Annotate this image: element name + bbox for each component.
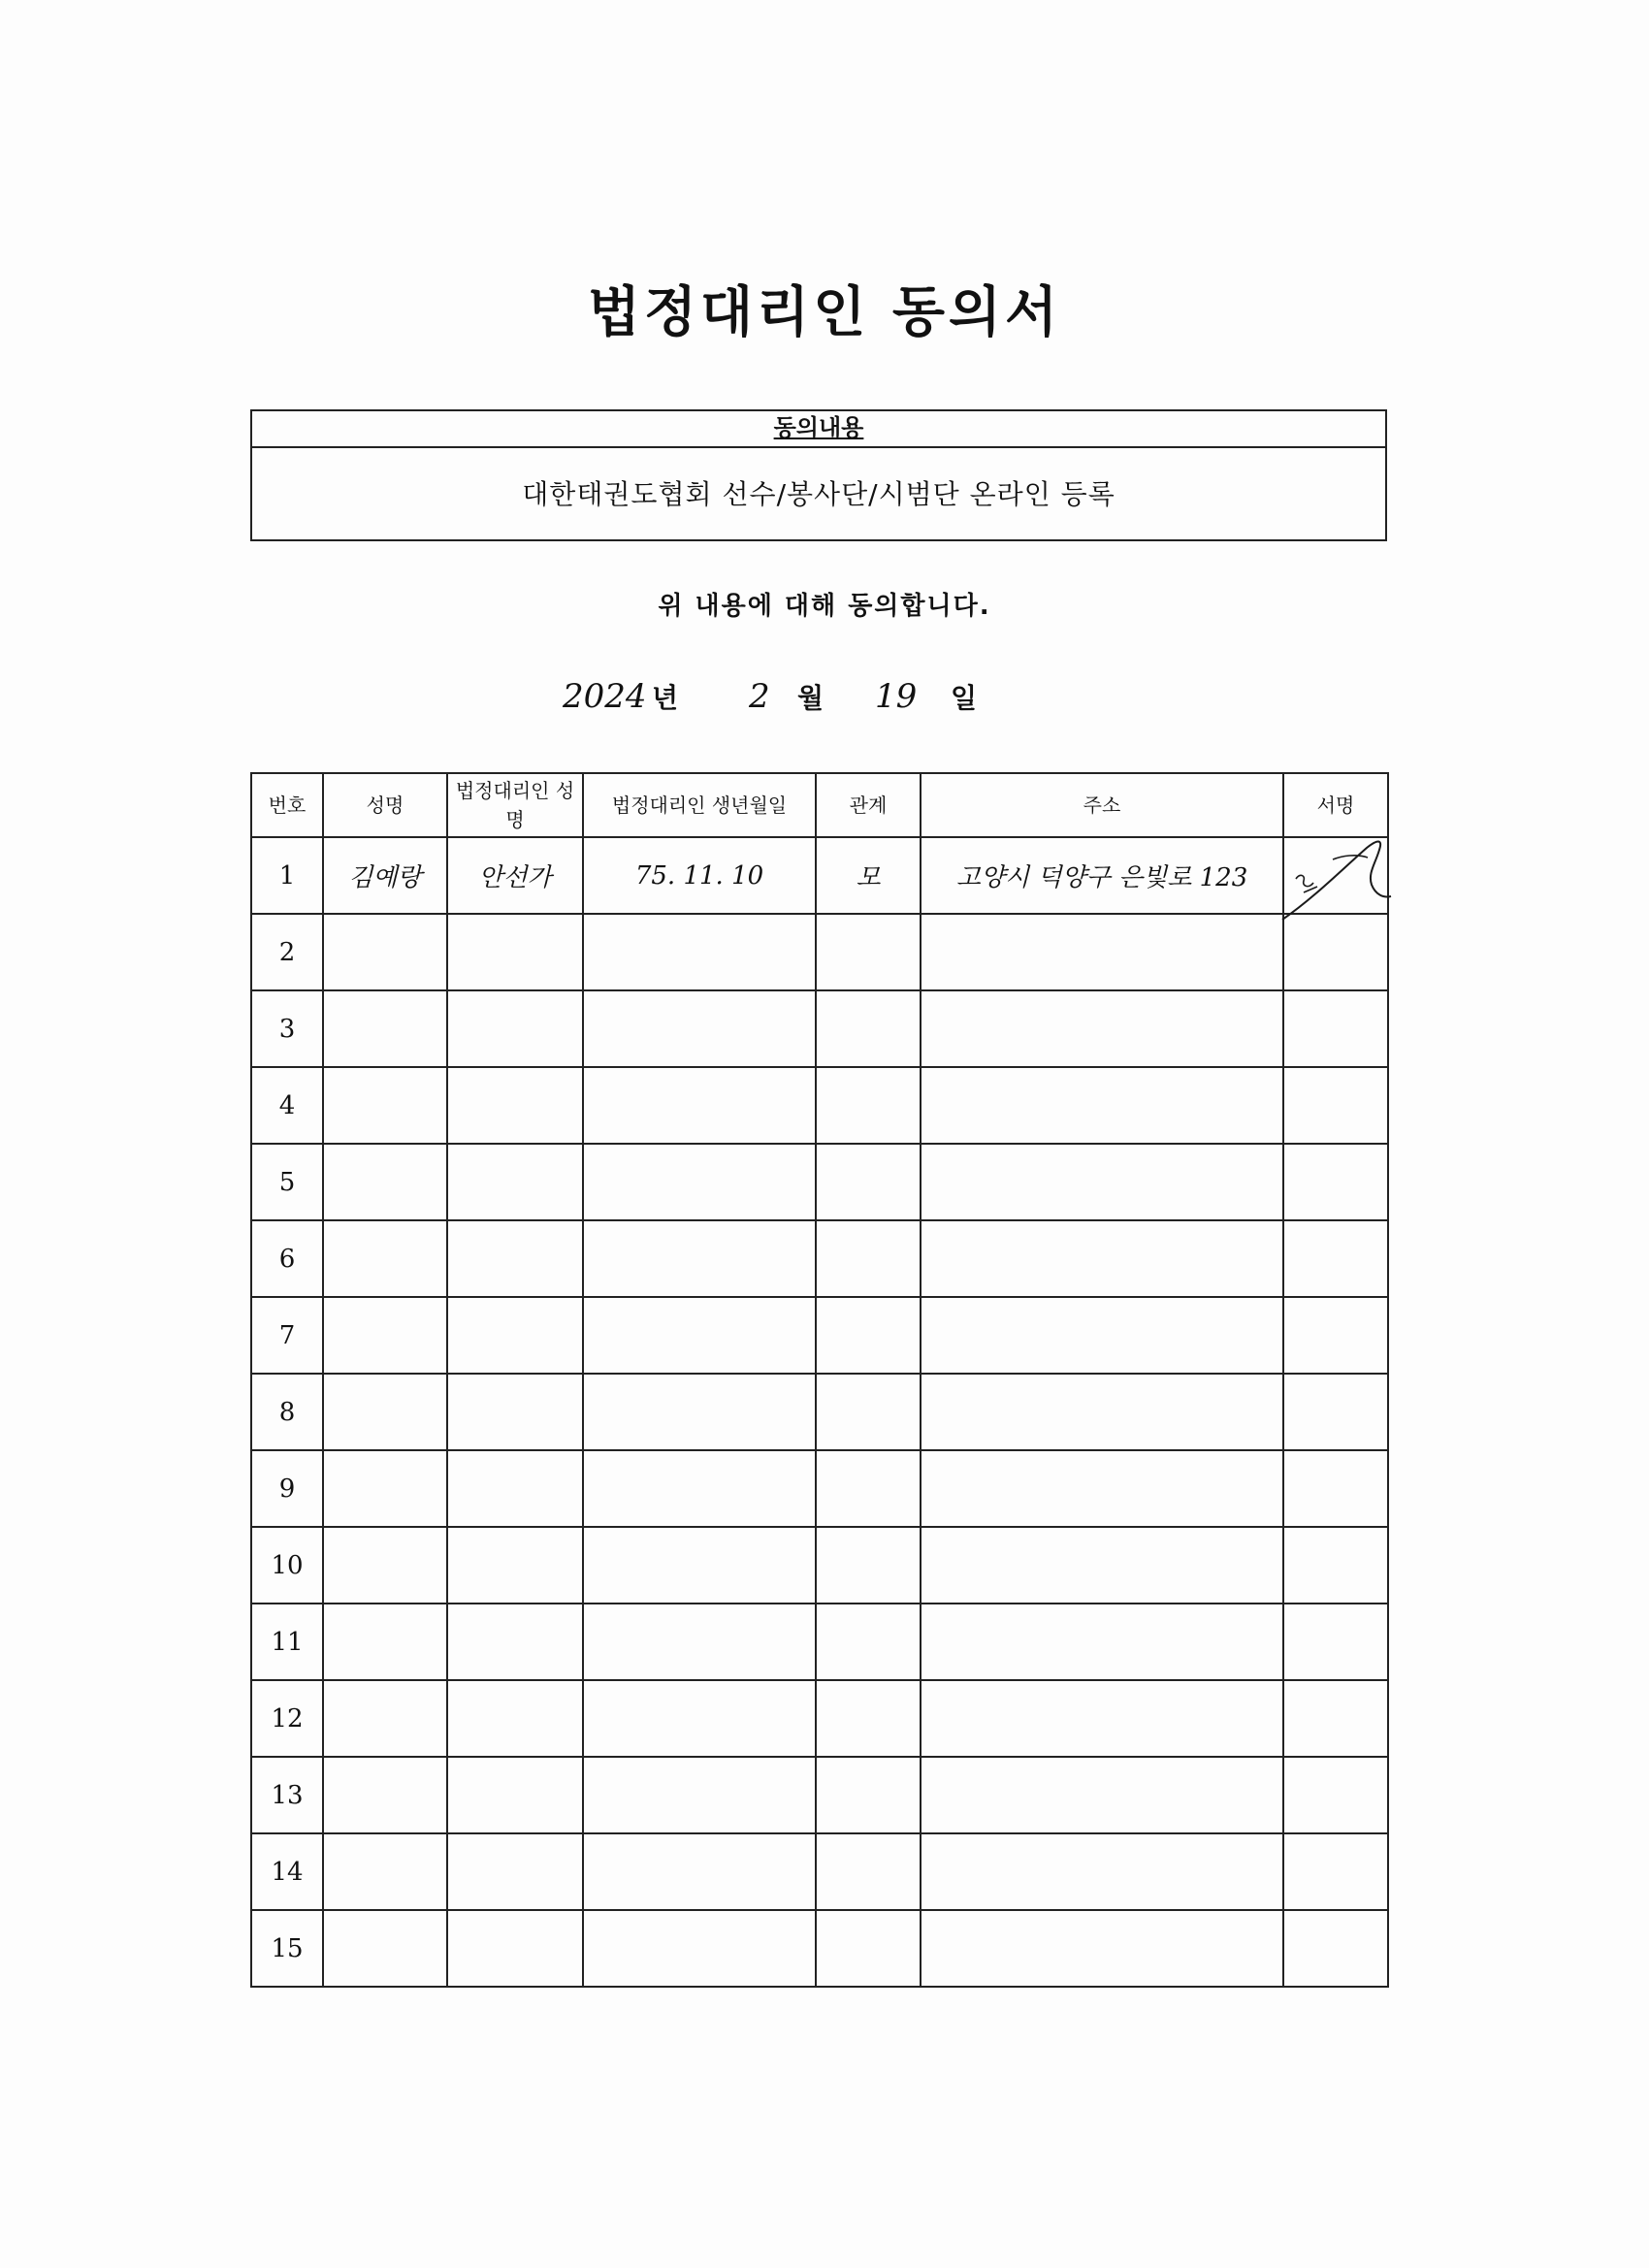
consent-header: 동의내용 bbox=[252, 411, 1385, 448]
cell-guardian-name bbox=[447, 1297, 583, 1374]
cell-guardian-name bbox=[447, 1910, 583, 1987]
cell-guardian-birth bbox=[583, 1374, 816, 1450]
cell-address bbox=[921, 1757, 1283, 1833]
cell-number: 14 bbox=[251, 1833, 323, 1910]
consent-body: 대한태권도협회 선수/봉사단/시범단 온라인 등록 bbox=[522, 478, 1116, 510]
header-name: 성명 bbox=[323, 773, 447, 837]
cell-number: 11 bbox=[251, 1604, 323, 1680]
cell-number: 15 bbox=[251, 1910, 323, 1987]
cell-guardian-birth bbox=[583, 1757, 816, 1833]
cell-guardian-name bbox=[447, 1067, 583, 1144]
cell-guardian-name bbox=[447, 1220, 583, 1297]
cell-signature bbox=[1283, 1910, 1388, 1987]
table-row bbox=[251, 1374, 1388, 1450]
date-day-value: 19 bbox=[875, 677, 918, 716]
cell-relation bbox=[816, 1527, 921, 1604]
cell-guardian-name bbox=[447, 1604, 583, 1680]
table-row bbox=[251, 1680, 1388, 1757]
table-row bbox=[251, 1910, 1388, 1987]
cell-guardian-name bbox=[447, 990, 583, 1067]
cell-guardian-birth bbox=[583, 1144, 816, 1220]
cell-signature bbox=[1283, 1220, 1388, 1297]
table-row bbox=[251, 1833, 1388, 1910]
cell-guardian-birth bbox=[583, 1527, 816, 1604]
cell-guardian-name bbox=[447, 1374, 583, 1450]
cell-signature bbox=[1283, 990, 1388, 1067]
cell-relation bbox=[816, 1220, 921, 1297]
cell-guardian-birth bbox=[583, 1604, 816, 1680]
table-row bbox=[251, 1144, 1388, 1220]
header-number: 번호 bbox=[251, 773, 323, 837]
cell-signature bbox=[1283, 1144, 1388, 1220]
cell-name bbox=[323, 1757, 447, 1833]
cell-number: 12 bbox=[251, 1680, 323, 1757]
cell-address bbox=[921, 1527, 1283, 1604]
cell-guardian-name: 안선가 bbox=[447, 837, 583, 914]
cell-guardian-name bbox=[447, 1144, 583, 1220]
cell-address bbox=[921, 1910, 1283, 1987]
cell-signature bbox=[1283, 1450, 1388, 1527]
table-row bbox=[251, 1450, 1388, 1527]
cell-address: 고양시 덕양구 은빛로 123 bbox=[921, 837, 1283, 914]
cell-name bbox=[323, 1144, 447, 1220]
cell-signature bbox=[1283, 837, 1388, 914]
cell-signature bbox=[1283, 1527, 1388, 1604]
table-row bbox=[251, 1297, 1388, 1374]
cell-relation bbox=[816, 1067, 921, 1144]
cell-signature bbox=[1283, 1297, 1388, 1374]
cell-guardian-name bbox=[447, 1450, 583, 1527]
cell-guardian-birth bbox=[583, 1450, 816, 1527]
cell-relation bbox=[816, 914, 921, 990]
table-header-row bbox=[251, 773, 1388, 837]
cell-address bbox=[921, 990, 1283, 1067]
cell-address bbox=[921, 1604, 1283, 1680]
cell-relation bbox=[816, 1757, 921, 1833]
cell-address bbox=[921, 1144, 1283, 1220]
cell-relation bbox=[816, 1604, 921, 1680]
cell-number: 5 bbox=[251, 1144, 323, 1220]
cell-signature bbox=[1283, 1604, 1388, 1680]
handwritten-signature bbox=[1275, 830, 1410, 927]
cell-address bbox=[921, 1680, 1283, 1757]
cell-address bbox=[921, 1833, 1283, 1910]
header-relation: 관계 bbox=[816, 773, 921, 837]
cell-name bbox=[323, 1833, 447, 1910]
cell-number: 6 bbox=[251, 1220, 323, 1297]
date-month-value: 2 bbox=[749, 677, 770, 716]
date-year-label: 년 bbox=[652, 682, 679, 714]
cell-relation bbox=[816, 990, 921, 1067]
cell-address bbox=[921, 1067, 1283, 1144]
header-address: 주소 bbox=[921, 773, 1283, 837]
cell-guardian-birth bbox=[583, 1067, 816, 1144]
date-line bbox=[563, 667, 1106, 726]
cell-relation: 모 bbox=[816, 837, 921, 914]
table-row bbox=[251, 1757, 1388, 1833]
table-row bbox=[251, 837, 1388, 914]
cell-guardian-birth bbox=[583, 1297, 816, 1374]
date-month-label: 월 bbox=[797, 682, 824, 714]
cell-number: 2 bbox=[251, 914, 323, 990]
cell-number: 3 bbox=[251, 990, 323, 1067]
cell-number: 4 bbox=[251, 1067, 323, 1144]
cell-guardian-name bbox=[447, 914, 583, 990]
cell-name bbox=[323, 1527, 447, 1604]
cell-guardian-name bbox=[447, 1833, 583, 1910]
cell-relation bbox=[816, 1144, 921, 1220]
cell-relation bbox=[816, 1680, 921, 1757]
cell-number: 13 bbox=[251, 1757, 323, 1833]
cell-address bbox=[921, 1220, 1283, 1297]
cell-guardian-birth bbox=[583, 1220, 816, 1297]
cell-address bbox=[921, 1374, 1283, 1450]
cell-guardian-name bbox=[447, 1680, 583, 1757]
cell-name bbox=[323, 990, 447, 1067]
cell-number: 10 bbox=[251, 1527, 323, 1604]
cell-signature bbox=[1283, 914, 1388, 990]
cell-guardian-birth bbox=[583, 914, 816, 990]
cell-guardian-name bbox=[447, 1527, 583, 1604]
table-row bbox=[251, 990, 1388, 1067]
cell-name bbox=[323, 1067, 447, 1144]
cell-name bbox=[323, 1450, 447, 1527]
cell-address bbox=[921, 914, 1283, 990]
cell-signature bbox=[1283, 1680, 1388, 1757]
cell-name bbox=[323, 1910, 447, 1987]
cell-guardian-birth bbox=[583, 1833, 816, 1910]
table-row bbox=[251, 1527, 1388, 1604]
cell-relation bbox=[816, 1910, 921, 1987]
guardian-roster-table bbox=[250, 772, 1389, 1988]
cell-name bbox=[323, 1374, 447, 1450]
cell-signature bbox=[1283, 1067, 1388, 1144]
cell-number: 8 bbox=[251, 1374, 323, 1450]
agreement-statement: 위 내용에 대해 동의합니다. bbox=[658, 592, 991, 621]
cell-name bbox=[323, 1604, 447, 1680]
cell-relation bbox=[816, 1297, 921, 1374]
cell-guardian-birth bbox=[583, 990, 816, 1067]
cell-name bbox=[323, 1297, 447, 1374]
cell-address bbox=[921, 1297, 1283, 1374]
cell-signature bbox=[1283, 1757, 1388, 1833]
document-title: 법정대리인 동의서 bbox=[587, 281, 1062, 344]
cell-name: 김예랑 bbox=[323, 837, 447, 914]
cell-signature bbox=[1283, 1374, 1388, 1450]
cell-guardian-birth bbox=[583, 1910, 816, 1987]
header-guardian-name: 법정대리인 성명 bbox=[447, 773, 583, 837]
table-row bbox=[251, 1067, 1388, 1144]
date-year-value: 2024 bbox=[563, 677, 647, 716]
cell-name bbox=[323, 1680, 447, 1757]
cell-relation bbox=[816, 1374, 921, 1450]
table-row bbox=[251, 1220, 1388, 1297]
cell-name bbox=[323, 914, 447, 990]
table-row bbox=[251, 914, 1388, 990]
cell-signature bbox=[1283, 1833, 1388, 1910]
cell-number: 9 bbox=[251, 1450, 323, 1527]
consent-content-box bbox=[250, 409, 1387, 541]
cell-relation bbox=[816, 1833, 921, 1910]
table-row bbox=[251, 1604, 1388, 1680]
header-signature: 서명 bbox=[1283, 773, 1388, 837]
cell-guardian-name bbox=[447, 1757, 583, 1833]
cell-guardian-birth bbox=[583, 1680, 816, 1757]
cell-number: 1 bbox=[251, 837, 323, 914]
cell-name bbox=[323, 1220, 447, 1297]
cell-relation bbox=[816, 1450, 921, 1527]
header-guardian-birth: 법정대리인 생년월일 bbox=[583, 773, 816, 837]
date-day-label: 일 bbox=[951, 682, 978, 714]
cell-address bbox=[921, 1450, 1283, 1527]
cell-number: 7 bbox=[251, 1297, 323, 1374]
cell-guardian-birth: 75. 11. 10 bbox=[583, 837, 816, 914]
